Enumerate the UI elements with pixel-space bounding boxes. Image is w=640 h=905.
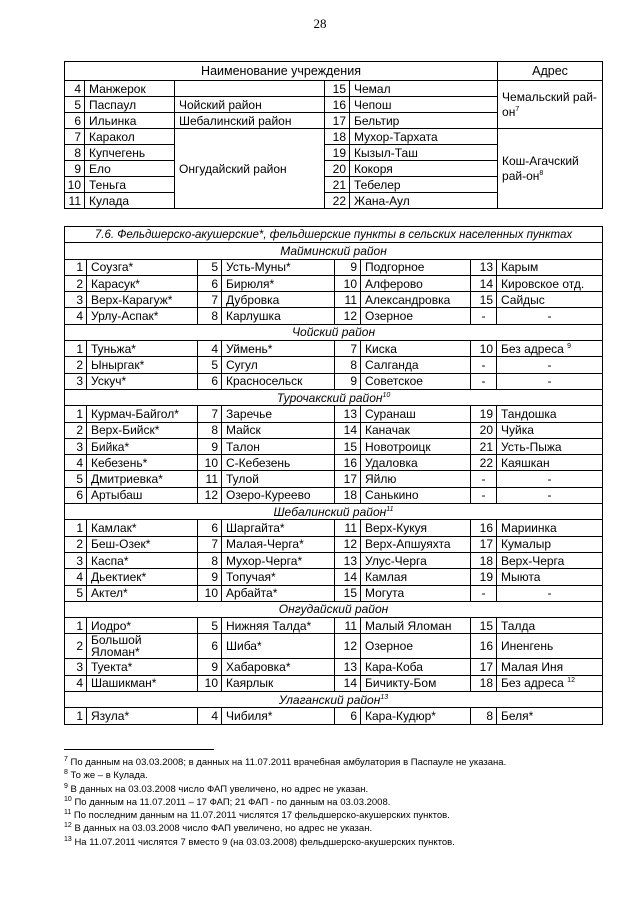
place-name: Озерное <box>361 634 471 659</box>
place-name: Мухор-Черга* <box>222 552 335 568</box>
row-number: 8 <box>335 357 361 373</box>
row-number: 8 <box>198 422 222 438</box>
place-name: Сайдыс <box>497 292 603 308</box>
row-number: 1 <box>65 520 87 536</box>
row-number: 16 <box>471 634 497 659</box>
place-name: Верх-Карагуж* <box>87 292 198 308</box>
place-name: Верх-Апшуяхта <box>361 536 471 552</box>
row-number: 3 <box>65 659 87 675</box>
place-name: Уймень* <box>222 341 335 357</box>
row-number: 13 <box>471 259 497 275</box>
row-number: 16 <box>335 455 361 471</box>
address-chemal: Чемальский рай-$он^7$ <box>498 81 603 129</box>
place-name: Теньга <box>85 177 175 193</box>
table-row <box>65 520 603 536</box>
table-row <box>65 275 603 291</box>
place-name: Малая-Черга* <box>222 536 335 552</box>
place-name: Паспаул <box>85 97 175 113</box>
address-kosh-agach: Кош-Агачский рай-$он^8$ <box>498 129 603 209</box>
place-name: Озеро-Куреево <box>222 487 335 503</box>
place-name: Малый Яломан <box>361 618 471 634</box>
place-name: Новотроицк <box>361 438 471 454</box>
row-number: 1 <box>65 341 87 357</box>
place-name: Беля* <box>497 708 603 724</box>
row-number: 4 <box>65 455 87 471</box>
row-number: 2 <box>65 422 87 438</box>
table-row <box>65 341 603 357</box>
header-name: Наименование учреждения <box>65 62 498 81</box>
row-number: 10 <box>198 585 222 601</box>
place-name: - <box>497 357 603 373</box>
place-name: Красносельск <box>222 373 335 389</box>
footnote: $^7$ По данным на 03.03.2008; в данных на 11.07.2011 врачебная амбулатория в Паспауле не указана. <box>64 755 507 768</box>
district-heading: Майминский район <box>65 243 603 259</box>
row-number: 15 <box>335 438 361 454</box>
place-name: Верх-Черга <box>497 552 603 568</box>
table-row <box>65 292 603 308</box>
place-name: Усть-Пыжа <box>497 438 603 454</box>
row-number: 4 <box>65 569 87 585</box>
place-name: Мариинка <box>497 520 603 536</box>
place-name: Киска <box>361 341 471 357</box>
row-number: 10 <box>198 455 222 471</box>
row-number: 2 <box>65 536 87 552</box>
row-number: 9 <box>198 438 222 454</box>
place-name: Кара-Коба <box>361 659 471 675</box>
row-number: 18 <box>471 552 497 568</box>
row-number: 22 <box>471 455 497 471</box>
footnote: $^9$ В данных на 03.03.2008 число ФАП увеличено, но адрес не указан. <box>64 782 369 795</box>
place-name: Без адреса $^{12}$ <box>497 675 603 691</box>
row-number: 10 <box>198 675 222 691</box>
place-name: Урлу-Аспак* <box>87 308 198 324</box>
place-name: Беш-Озек* <box>87 536 198 552</box>
place-name: - <box>497 471 603 487</box>
place-name: Мухор-Тархата <box>350 129 498 145</box>
district-heading: Чойский район <box>65 324 603 340</box>
place-name: Чибиля* <box>222 708 335 724</box>
feldsher-points-table <box>64 226 603 725</box>
table-row <box>65 487 603 503</box>
table-row <box>65 357 603 373</box>
row-number: - <box>471 373 497 389</box>
row-number: 7 <box>198 406 222 422</box>
place-name: Иодро* <box>87 618 198 634</box>
place-name: Без адреса $^9$ <box>497 341 603 357</box>
row-number: 4 <box>198 708 222 724</box>
place-name: Салганда <box>361 357 471 373</box>
table-row <box>65 708 603 724</box>
place-name: Кокоря <box>350 161 498 177</box>
row-number: 18 <box>335 487 361 503</box>
row-number: 20 <box>325 161 350 177</box>
row-number: - <box>471 585 497 601</box>
row-number: 8 <box>198 552 222 568</box>
table-row <box>65 536 603 552</box>
table-row <box>65 455 603 471</box>
row-number: 17 <box>325 113 350 129</box>
place-name: Курмач-Байгол* <box>87 406 198 422</box>
row-number: 11 <box>198 471 222 487</box>
row-number: 5 <box>65 471 87 487</box>
row-number: 19 <box>471 569 497 585</box>
place-name: Артыбаш <box>87 487 198 503</box>
row-number: 3 <box>65 292 87 308</box>
place-name: - <box>497 373 603 389</box>
place-name: Советское <box>361 373 471 389</box>
row-number: 13 <box>335 406 361 422</box>
row-number: 2 <box>65 275 87 291</box>
row-number: 16 <box>325 97 350 113</box>
place-name: Кара-Кудюр* <box>361 708 471 724</box>
place-name: Каначак <box>361 422 471 438</box>
place-name: Ело <box>85 161 175 177</box>
row-number: 5 <box>65 97 85 113</box>
row-number: 4 <box>65 675 87 691</box>
place-name: Соузга* <box>87 259 198 275</box>
row-number: 6 <box>335 708 361 724</box>
place-name: Ильинка <box>85 113 175 129</box>
row-number: 15 <box>325 81 350 97</box>
row-number: 15 <box>335 585 361 601</box>
place-name: Каспа* <box>87 552 198 568</box>
place-name: Улус-Черга <box>361 552 471 568</box>
place-name: Карасук* <box>87 275 198 291</box>
institutions-table <box>64 61 603 209</box>
place-name: Актел* <box>87 585 198 601</box>
table-row <box>65 675 603 691</box>
page-number: 28 <box>313 16 327 31</box>
footnote: $^{11}$ По последним данным на 11.07.2011 числятся 17 фельдшерско-акушерских пунктов. <box>64 809 450 822</box>
place-name: Алферово <box>361 275 471 291</box>
row-number: 22 <box>325 193 350 209</box>
row-number: 3 <box>65 552 87 568</box>
place-name: Талон <box>222 438 335 454</box>
row-number: 1 <box>65 406 87 422</box>
place-name: Усть-Муны* <box>222 259 335 275</box>
row-number: - <box>471 308 497 324</box>
place-name: Тандошка <box>497 406 603 422</box>
place-name: Дубровка <box>222 292 335 308</box>
place-name: Тебелер <box>350 177 498 193</box>
row-number: 1 <box>65 259 87 275</box>
place-name: Нижняя Талда* <box>222 618 335 634</box>
row-number: 6 <box>65 487 87 503</box>
row-number: 19 <box>471 406 497 422</box>
footnote: $^{12}$ В данных на 03.03.2008 число ФАП увеличено, но адрес не указан. <box>64 822 373 835</box>
row-number: 9 <box>335 373 361 389</box>
place-name: Сугул <box>222 357 335 373</box>
place-name: Дьектиек* <box>87 569 198 585</box>
row-number: 5 <box>198 618 222 634</box>
place-name: Топучая* <box>222 569 335 585</box>
row-number: 14 <box>471 275 497 291</box>
place-name: Камлак* <box>87 520 198 536</box>
place-name: Ускуч* <box>87 373 198 389</box>
row-number: 3 <box>65 373 87 389</box>
row-number: 11 <box>65 193 85 209</box>
place-name: Карым <box>497 259 603 275</box>
place-name: Озерное <box>361 308 471 324</box>
place-name: - <box>497 585 603 601</box>
row-number: 4 <box>65 308 87 324</box>
row-number: 17 <box>471 536 497 552</box>
place-name: Арбайта* <box>222 585 335 601</box>
row-number: 16 <box>471 520 497 536</box>
row-number: 17 <box>335 471 361 487</box>
place-name: Бийка* <box>87 438 198 454</box>
section-title: 7.6. Фельдшерско-акушерские*, фельдшерские пункты в сельских населенных пунктах <box>65 227 603 243</box>
row-number: - <box>471 471 497 487</box>
footnote: $^{10}$ По данным на 11.07.2011 – 17 ФАП; 21 ФАП - по данным на 03.03.2008. <box>64 795 391 808</box>
place-name: Кызыл-Таш <box>350 145 498 161</box>
place-name: Каярлык <box>222 675 335 691</box>
place-name: Бельтир <box>350 113 498 129</box>
district-cell: Шебалинский район <box>175 113 325 129</box>
place-name: Кулада <box>85 193 175 209</box>
place-name: С-Кебезень <box>222 455 335 471</box>
table-row <box>65 438 603 454</box>
place-name: Санькино <box>361 487 471 503</box>
table-row <box>65 422 603 438</box>
row-number: 12 <box>198 487 222 503</box>
place-name: Ыныргак* <box>87 357 198 373</box>
place-name: Камлая <box>361 569 471 585</box>
row-number: 6 <box>198 634 222 659</box>
place-name: Хабаровка* <box>222 659 335 675</box>
row-number: 12 <box>335 634 361 659</box>
row-number: 10 <box>65 177 85 193</box>
place-name: Чемал <box>350 81 498 97</box>
place-name: Мыюта <box>497 569 603 585</box>
row-number: 21 <box>325 177 350 193</box>
row-number: 17 <box>471 659 497 675</box>
row-number: 6 <box>198 275 222 291</box>
place-name: Большой Яломан* <box>87 634 198 659</box>
place-name: Удаловка <box>361 455 471 471</box>
place-name: Тулой <box>222 471 335 487</box>
table-row <box>65 569 603 585</box>
row-number: 5 <box>65 585 87 601</box>
row-number: 9 <box>198 659 222 675</box>
row-number: 1 <box>65 708 87 724</box>
place-name: Шаргайта* <box>222 520 335 536</box>
table-row <box>65 373 603 389</box>
row-number: 18 <box>325 129 350 145</box>
row-number: 2 <box>65 357 87 373</box>
row-number: 18 <box>471 675 497 691</box>
place-name: Верх-Бийск* <box>87 422 198 438</box>
place-name: Яйлю <box>361 471 471 487</box>
place-name: Верх-Кукуя <box>361 520 471 536</box>
row-number: 9 <box>335 259 361 275</box>
table-row <box>65 634 603 659</box>
row-number: 14 <box>335 422 361 438</box>
row-number: 21 <box>471 438 497 454</box>
row-number: 5 <box>198 357 222 373</box>
place-name: Майск <box>222 422 335 438</box>
table-row <box>65 552 603 568</box>
row-number: 14 <box>335 675 361 691</box>
place-name: Могута <box>361 585 471 601</box>
row-number: 7 <box>198 536 222 552</box>
place-name: Кировское отд. <box>497 275 603 291</box>
table-row <box>65 471 603 487</box>
district-heading: Онгудайский район <box>65 601 603 617</box>
row-number: 9 <box>65 161 85 177</box>
footnote: $^8$ То же – в Кулада. <box>64 769 148 782</box>
place-name: Карлушка <box>222 308 335 324</box>
table-row <box>65 259 603 275</box>
row-number: - <box>471 357 497 373</box>
row-number: 8 <box>198 308 222 324</box>
row-number: 19 <box>325 145 350 161</box>
header-address: Адрес <box>498 62 603 81</box>
place-name: Чепош <box>350 97 498 113</box>
row-number: 1 <box>65 618 87 634</box>
place-name: - <box>497 308 603 324</box>
row-number: 10 <box>471 341 497 357</box>
row-number: 6 <box>198 520 222 536</box>
row-number: 12 <box>335 308 361 324</box>
row-number: 7 <box>335 341 361 357</box>
footnotes <box>64 756 624 849</box>
place-name: Жана-Аул <box>350 193 498 209</box>
table-row <box>65 406 603 422</box>
row-number: 20 <box>471 422 497 438</box>
place-name: Кумалыр <box>497 536 603 552</box>
row-number: 10 <box>335 275 361 291</box>
place-name: Бирюля* <box>222 275 335 291</box>
row-number: 4 <box>65 81 85 97</box>
district-heading: Улаганский район$^{13}$ <box>65 692 603 708</box>
row-number: - <box>471 487 497 503</box>
place-name: Малая Иня <box>497 659 603 675</box>
place-name: Каракол <box>85 129 175 145</box>
row-number: 7 <box>65 129 85 145</box>
row-number: 13 <box>335 659 361 675</box>
row-number: 13 <box>335 552 361 568</box>
place-name: Каяшкан <box>497 455 603 471</box>
place-name: Бичикту-Бом <box>361 675 471 691</box>
row-number: 2 <box>65 634 87 659</box>
place-name: Шашикман* <box>87 675 198 691</box>
place-name: Иненгень <box>497 634 603 659</box>
place-name: Подгорное <box>361 259 471 275</box>
row-number: 15 <box>471 618 497 634</box>
place-name: Язула* <box>87 708 198 724</box>
row-number: 8 <box>65 145 85 161</box>
row-number: 11 <box>335 292 361 308</box>
row-number: 4 <box>198 341 222 357</box>
place-name: Талда <box>497 618 603 634</box>
row-number: 12 <box>335 536 361 552</box>
table-row <box>65 659 603 675</box>
row-number: 3 <box>65 438 87 454</box>
table-row <box>65 618 603 634</box>
district-heading: Шебалинский район$^{11}$ <box>65 504 603 520</box>
row-number: 9 <box>198 569 222 585</box>
row-number: 6 <box>65 113 85 129</box>
place-name: Дмитриевка* <box>87 471 198 487</box>
place-name: Александровка <box>361 292 471 308</box>
row-number: 5 <box>198 259 222 275</box>
row-number: 11 <box>335 520 361 536</box>
footnote-separator <box>64 749 214 750</box>
place-name: Кебезень* <box>87 455 198 471</box>
row-number: 8 <box>471 708 497 724</box>
district-cell: Чойский район <box>175 97 325 113</box>
table-row <box>65 585 603 601</box>
table-row <box>65 308 603 324</box>
row-number: 7 <box>198 292 222 308</box>
place-name: Купчегень <box>85 145 175 161</box>
place-name: Заречье <box>222 406 335 422</box>
place-name: Шиба* <box>222 634 335 659</box>
place-name: - <box>497 487 603 503</box>
place-name: Туекта* <box>87 659 198 675</box>
row-number: 15 <box>471 292 497 308</box>
place-name: Чуйка <box>497 422 603 438</box>
district-cell <box>175 81 325 97</box>
row-number: 11 <box>335 618 361 634</box>
place-name: Туньжа* <box>87 341 198 357</box>
district-ongudai: Онгудайский район <box>175 129 325 209</box>
row-number: 14 <box>335 569 361 585</box>
district-heading: Турочакский район$^{10}$ <box>65 389 603 405</box>
row-number: 6 <box>198 373 222 389</box>
place-name: Манжерок <box>85 81 175 97</box>
place-name: Суранаш <box>361 406 471 422</box>
footnote: $^{13}$ На 11.07.2011 числятся 7 вместо 9 (на 03.03.2008) фельдшерско-акушерских пунктов. <box>64 835 455 848</box>
